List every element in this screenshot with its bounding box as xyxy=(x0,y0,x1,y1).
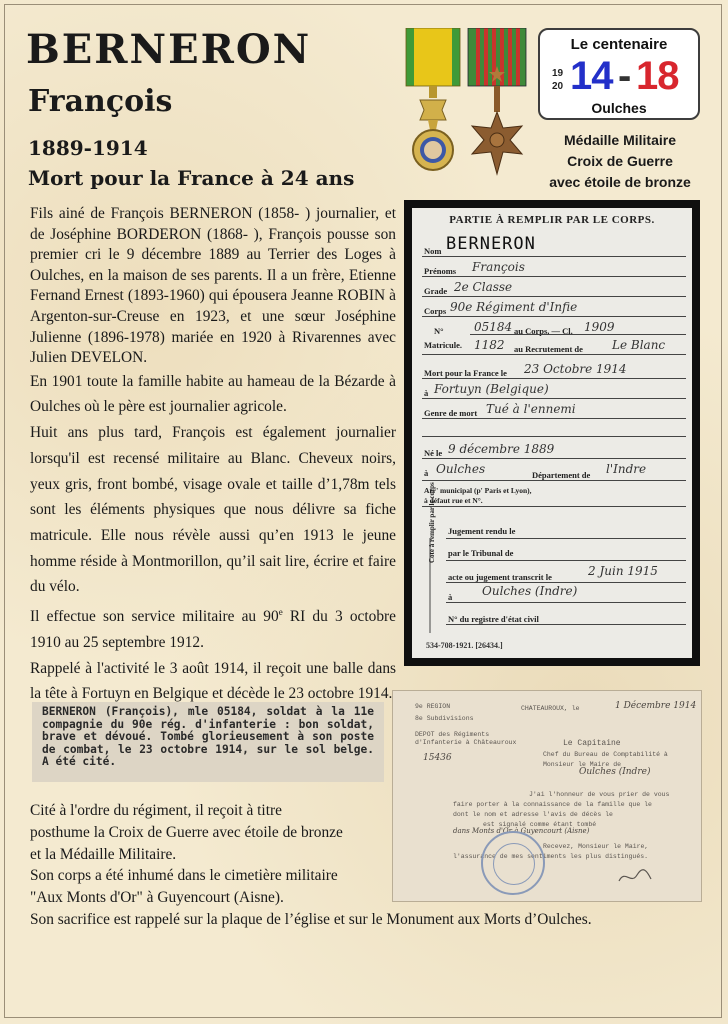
closing-line: Son sacrifice est rappelé sur la plaque de l’église et sur le Monument aux Morts d’Oulches. xyxy=(30,910,592,928)
letter-body: faire porter à la connaissance de la famille que le xyxy=(453,801,652,808)
letter-body: J'ai l'honneur de vous prier de vous xyxy=(529,791,670,798)
closing-line: et la Médaille Militaire. xyxy=(30,845,177,863)
card-label-prenoms: Prénoms xyxy=(424,266,457,276)
letter-addressee: Le Capitaine xyxy=(563,739,621,748)
card-rule xyxy=(422,378,686,379)
biography-paragraph: En 1901 toute la famille habite au hameau de la Bézarde à Oulches où le père est journalier agricole. xyxy=(30,372,396,416)
medaille-militaire-icon xyxy=(404,28,462,178)
biography-paragraph: Rappelé à l'activité le 3 août 1914, il reçoit une balle dans la tête à Fortuyn en Belgique et décède le 23 octobre 1914. xyxy=(30,659,396,703)
card-label-arr: Arr' municipal (p' Paris et Lyon), xyxy=(424,486,532,495)
card-rule xyxy=(422,436,686,437)
biography-paragraph: Fils ainé de François BERNERON (1858- ) journalier, et de Joséphine BORDERON (1868- ), François pousse son premier cri le 9 décembre 1889 au Terrier des Loges à Oulches, en la maison de ses parents. Il a un frère, Etienne Fernand Ernest (1893-1960) qui épousera Jeanne ROBIN à Argenton-sur-Creuse en 1923, et une sœur Joséphine Julienne (1896-1978) mariée en 1920 à Rivarennes avec Julien DEVELON. xyxy=(30,205,396,367)
letter-region: 9e REGION xyxy=(415,703,451,710)
card-label-registre: N° du registre d'état civil xyxy=(448,614,539,624)
card-label-acte: acte ou jugement transcrit le xyxy=(448,572,552,582)
card-label-jugement: Jugement rendu le xyxy=(448,526,516,536)
card-rule xyxy=(422,506,686,507)
logo-title: Le centenaire xyxy=(570,36,668,53)
death-subtitle: Mort pour la France à 24 ans xyxy=(28,166,355,190)
card-label-lieu: à xyxy=(424,388,429,398)
centenaire-logo xyxy=(538,28,700,120)
card-label-genre: Genre de mort xyxy=(424,408,478,418)
life-years: 1889-1914 xyxy=(28,136,148,160)
letter-addressee-hand: Oulches (Indre) xyxy=(579,767,651,777)
card-rule xyxy=(446,602,686,603)
card-rule xyxy=(446,560,686,561)
letter-city-date: CHATEAUROUX, le xyxy=(521,705,580,712)
card-label-grade: Grade xyxy=(424,286,448,296)
letter-date-hand: 1 Décembre 1914 xyxy=(615,701,697,711)
card-label-recrut: au Recrutement de xyxy=(514,344,583,354)
card-label-nom: Nom xyxy=(424,246,442,256)
card-label-au-corps: au Corps, — Cl. xyxy=(514,326,573,336)
card-heading: PARTIE À REMPLIR PAR LE CORPS. xyxy=(449,214,655,226)
card-rule xyxy=(422,418,686,419)
letter-addressee: Chef du Bureau de Comptabilité à xyxy=(543,751,668,758)
closing-line: Cité à l'ordre du régiment, il reçoit à titre xyxy=(30,802,282,819)
card-value-nom: BERNERON xyxy=(446,234,536,254)
card-rule xyxy=(422,458,686,459)
card-rule xyxy=(422,398,686,399)
letter-depot: DEPOT des Régiments xyxy=(415,731,490,738)
card-rule xyxy=(470,334,686,335)
card-value-dept: l'Indre xyxy=(606,462,647,476)
letter-subdivision: 8e Subdivisions xyxy=(415,715,474,722)
card-label-corps: Corps xyxy=(424,306,447,316)
card-value-ne: 9 décembre 1889 xyxy=(448,442,555,456)
service-text-end: RI du 3 octobre 1910 au 25 septembre 1912. xyxy=(30,608,396,651)
card-rule xyxy=(422,276,686,277)
card-value-no-corps: 05184 xyxy=(474,320,513,334)
letter-body: dont le nom et adresse l'avis de décès le xyxy=(453,811,613,818)
card-label-ne-lieu: à xyxy=(424,468,429,478)
closing-line: Son corps a été inhumé dans le cimetière militaire xyxy=(30,867,338,885)
card-label-no: N° xyxy=(434,326,444,336)
card-rule xyxy=(422,354,686,355)
last-name-heading: BERNERON xyxy=(26,26,312,73)
card-value-mort: 23 Octobre 1914 xyxy=(524,362,627,376)
card-label-dept: Département de xyxy=(532,470,591,480)
first-name-heading: François xyxy=(28,84,173,119)
card-label-arr2: à défaut rue et N°. xyxy=(424,496,483,505)
card-label-ne: Né le xyxy=(424,448,443,458)
closing-line: posthume la Croix de Guerre avec étoile de bronze xyxy=(30,823,343,841)
logo-small-bottom: 20 xyxy=(552,81,564,92)
card-value-classe: 1909 xyxy=(584,320,615,334)
card-value-prenoms: François xyxy=(472,260,525,274)
letter-ref: 15436 xyxy=(423,753,452,763)
card-rule xyxy=(446,538,686,539)
card-value-corps: 90e Régiment d'Infie xyxy=(450,300,578,314)
closing-text xyxy=(30,800,690,931)
croix-de-guerre-icon xyxy=(466,28,528,178)
card-value-acte: 2 Juin 1915 xyxy=(588,564,658,578)
biography-paragraph: Huit ans plus tard, François est également journalier lorsqu'il est recensé militaire au Blanc. Cheveux noirs, yeux gris, front bombé, visage ovale et taille d’1,78m tels sont les éléments physiques que nous délivre sa fiche matricule. Elle nous révèle aussi qu’en 1913 le jeune homme réside à Montmorillon, qu’il sait lire, écrire et faire du vélo. xyxy=(30,424,396,596)
card-label-acte-lieu: à xyxy=(448,592,453,602)
ordinal-sup: e xyxy=(278,607,283,618)
closing-line: "Aux Monts d'Or" à Guyencourt (Aisne). xyxy=(30,889,284,907)
logo-18: 18 xyxy=(636,54,679,98)
newspaper-clipping: BERNERON (François), mle 05184, soldat à la 11e compagnie du 90e rég. d'infanterie : bon soldat, brave et dévoué. Tombé glorieusement à son poste de combat, le 23 octobre 1914, sur le sol belge. A été cité. xyxy=(32,702,384,782)
card-label-matricule: Matricule. xyxy=(424,340,462,350)
card-value-grade: 2e Classe xyxy=(454,280,513,294)
death-register-card xyxy=(404,200,700,666)
letter-closing: l'assurance de mes sentiments les plus distingués. xyxy=(453,853,649,860)
card-value-genre: Tué à l'ennemi xyxy=(486,402,576,416)
biography-paragraph xyxy=(30,600,396,656)
card-rule xyxy=(422,296,686,297)
logo-place: Oulches xyxy=(591,100,647,116)
letter-closing: Recevez, Monsieur le Maire, xyxy=(543,843,649,850)
card-rule xyxy=(422,316,686,317)
medal-caption-line: Croix de Guerre xyxy=(567,153,673,169)
card-side-text: Cote à remplir par le corps xyxy=(428,482,436,563)
logo-small-top: 19 xyxy=(552,68,564,79)
card-value-recrut: Le Blanc xyxy=(612,338,666,352)
card-label-mort: Mort pour la France le xyxy=(424,368,507,378)
logo-dash: - xyxy=(618,54,632,98)
letter-body-hand: dans Monts d'Or à Guyencourt (Aisne) xyxy=(453,827,590,835)
card-paper xyxy=(412,208,692,658)
card-rule xyxy=(446,624,686,625)
medal-caption-line: avec étoile de bronze xyxy=(549,174,691,190)
letter-body: est signalé comme étant tombé xyxy=(483,821,597,828)
card-rule xyxy=(422,256,686,257)
card-value-ne-lieu: Oulches xyxy=(436,462,486,476)
logo-14: 14 xyxy=(570,54,613,98)
letter-addressee: Monsieur le Maire de xyxy=(543,761,622,768)
card-rule xyxy=(422,480,686,481)
card-value-no-recrut: 1182 xyxy=(474,338,505,352)
letter-depot: d'Infanterie à Châteauroux xyxy=(415,739,517,746)
medal-caption-line: Médaille Militaire xyxy=(563,132,677,148)
logo-years xyxy=(552,54,692,98)
service-text: Il effectue son service militaire au 90 xyxy=(30,608,279,626)
card-value-acte-lieu: Oulches (Indre) xyxy=(482,584,578,598)
biography-text xyxy=(30,204,396,707)
card-value-lieu: Fortuyn (Belgique) xyxy=(434,382,549,396)
card-footer: 534-708-1921. [26434.] xyxy=(426,641,503,650)
card-label-tribunal: par le Tribunal de xyxy=(448,548,514,558)
card-rule xyxy=(446,582,686,583)
medal-caption xyxy=(528,130,712,193)
